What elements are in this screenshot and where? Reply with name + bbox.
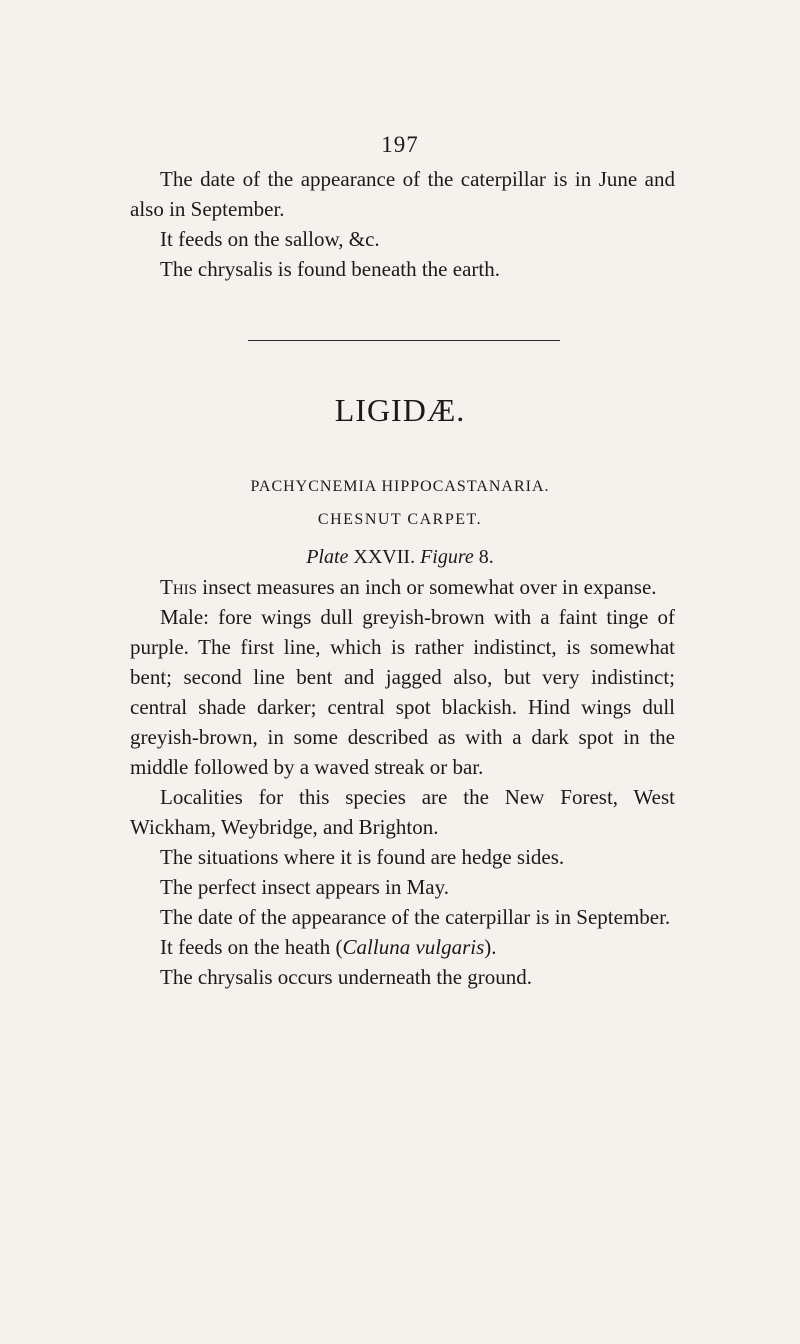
paragraph	[130, 572, 675, 602]
paragraph-text: It feeds on the heath (	[160, 935, 343, 959]
figure-number: 8.	[478, 546, 494, 568]
paragraph: The date of the appearance of the caterpillar is in September.	[160, 905, 671, 929]
plant-name: Calluna vulgaris	[342, 935, 485, 959]
section-divider	[248, 340, 560, 341]
paragraph: It feeds on the sallow, &c.	[160, 227, 380, 251]
paragraph: The perfect insect appears in May.	[160, 875, 450, 899]
paragraph-text: insect measures an inch or somewhat over in expanse.	[197, 575, 657, 599]
family-heading: LIGIDÆ.	[334, 392, 466, 428]
paragraph: The chrysalis occurs underneath the ground.	[160, 965, 533, 989]
continued-text	[130, 164, 675, 284]
figure-label: Figure	[420, 546, 474, 568]
paragraph: Localities for this species are the New Forest, West Wickham, Weybridge, and Brighton.	[130, 785, 675, 839]
paragraph: The situations where it is found are hedge sides.	[160, 845, 565, 869]
species-common-name: CHESNUT CARPET.	[317, 511, 483, 528]
paragraph: The date of the appearance of the caterpillar is in June and also in September.	[130, 167, 675, 221]
paragraph: The chrysalis is found beneath the earth.	[160, 257, 500, 281]
paragraph	[130, 932, 675, 962]
plate-label: Plate	[306, 546, 349, 568]
plate-reference	[0, 546, 800, 569]
lead-word: This	[160, 575, 197, 599]
species-latin-name: PACHYCNEMIA HIPPOCASTANARIA.	[250, 478, 550, 495]
paragraph-text: ).	[484, 935, 497, 959]
page-number: 197	[381, 132, 419, 157]
plate-number: XXVII.	[353, 546, 416, 568]
species-description	[130, 572, 675, 992]
paragraph: Male: fore wings dull greyish-brown with a faint tinge of purple. The first line, which is rather indistinct, is somewhat bent; second line bent and jagged also, but very indistinct; central shade darker; central spot blackish. Hind wings dull greyish-brown, in some described as with a dark spot in the middle followed by a waved streak or bar.	[130, 605, 675, 779]
